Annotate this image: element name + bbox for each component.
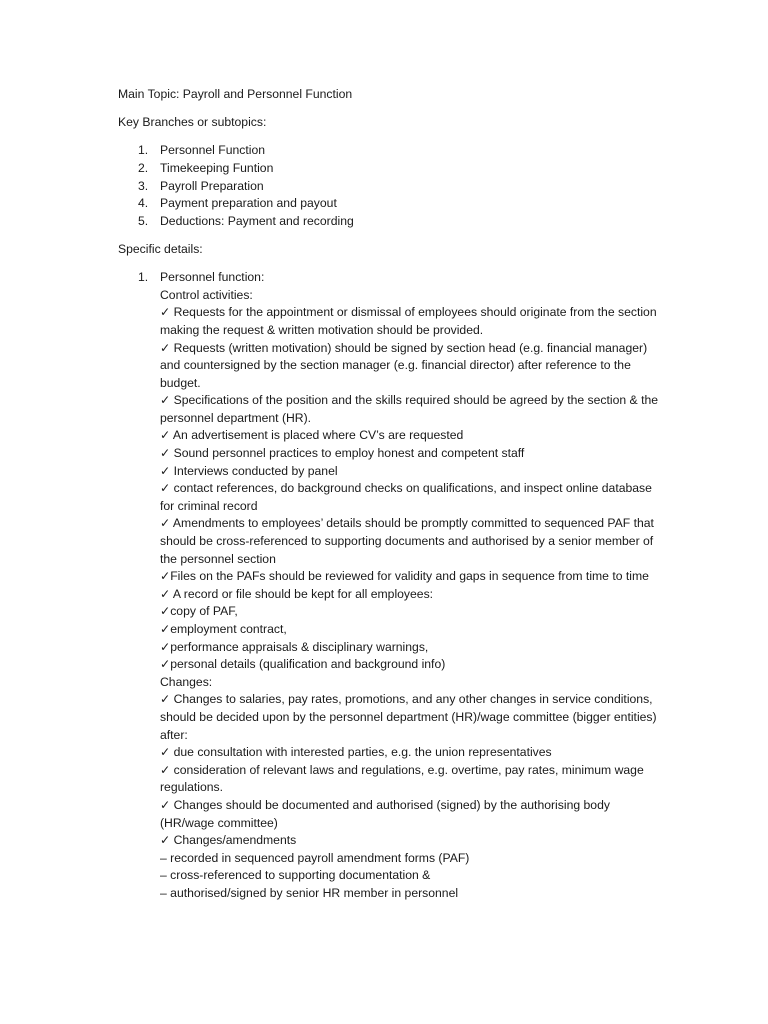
detail-line: – recorded in sequenced payroll amendment forms (PAF) (160, 850, 470, 865)
detail-line: ✓ A record or file should be kept for all employees: (160, 586, 434, 601)
subtopic-number: 4. (138, 196, 149, 211)
detail-line: ✓employment contract, (160, 622, 287, 636)
detail-number: 1. (138, 270, 149, 285)
detail-line: ✓ due consultation with interested parties, e.g. the union representatives (160, 745, 552, 760)
detail-line: ✓ contact references, do background checks on qualifications, and inspect online database for criminal record (160, 481, 652, 513)
subtopic-text: Timekeeping Funtion (160, 160, 274, 175)
detail-line: Personnel function: (160, 270, 265, 285)
subtopic-text: Payment preparation and payout (160, 196, 337, 211)
detail-line: ✓ Changes to salaries, pay rates, promotions, and any other changes in service conditions, should be decided upon by the personnel department (HR)/wage committee (bigger entities) after: (160, 692, 657, 742)
main-topic: Main Topic: Payroll and Personnel Function (118, 87, 353, 101)
subtopic-text: Personnel Function (160, 143, 266, 158)
detail-line: – cross-referenced to supporting documentation & (160, 868, 431, 883)
detail-line: ✓ Requests (written motivation) should be signed by section head (e.g. financial manager) and countersigned by the section manager (e.g. financial director) after reference to the budget. (160, 340, 648, 390)
detail-line: ✓personal details (qualification and background info) (160, 657, 446, 672)
detail-line: ✓copy of PAF, (160, 604, 238, 619)
detail-line: Changes: (160, 674, 213, 689)
detail-line: ✓Files on the PAFs should be reviewed for validity and gaps in sequence from time to time (160, 569, 649, 584)
detail-line: ✓ Changes/amendments (160, 833, 297, 848)
detail-line: ✓ Sound personnel practices to employ honest and competent staff (160, 446, 525, 461)
subtopics-list (118, 142, 658, 230)
subtopic-number: 5. (138, 213, 149, 228)
detail-line: ✓ Amendments to employees’ details should be promptly committed to sequenced PAF that should be cross-referenced to supporting documents and authorised by a senior member of the personnel section (160, 516, 654, 566)
subtopic-text: Deductions: Payment and recording (160, 213, 354, 228)
detail-line: ✓ An advertisement is placed where CV’s are requested (160, 428, 464, 443)
detail-body (160, 269, 658, 902)
branches-heading: Key Branches or subtopics: (118, 115, 267, 130)
detail-line: ✓ Changes should be documented and authorised (signed) by the authorising body (HR/wage committee) (160, 797, 610, 830)
detail-line: ✓ Requests for the appointment or dismissal of employees should originate from the section making the request & written motivation should be provided. (160, 305, 657, 337)
document-page (118, 86, 658, 903)
subtopic-item (118, 213, 658, 231)
subtopic-text: Payroll Preparation (160, 178, 264, 193)
subtopic-number: 3. (138, 178, 149, 193)
subtopic-item (118, 195, 658, 213)
detail-line: ✓ Specifications of the position and the skills required should be agreed by the section & the personnel department (HR). (160, 393, 659, 425)
detail-line: Control activities: (160, 287, 253, 302)
subtopic-number: 1. (138, 143, 149, 158)
subtopic-item (118, 160, 658, 178)
subtopic-item (118, 178, 658, 196)
detail-line: ✓ Interviews conducted by panel (160, 463, 338, 478)
detail-line: ✓ consideration of relevant laws and regulations, e.g. overtime, pay rates, minimum wage regulations. (160, 762, 644, 795)
specific-heading: Specific details: (118, 241, 203, 256)
details-list (118, 269, 658, 902)
detail-line: – authorised/signed by senior HR member in personnel (160, 885, 459, 900)
subtopic-item (118, 142, 658, 160)
detail-item (118, 269, 658, 902)
detail-line: ✓performance appraisals & disciplinary warnings, (160, 639, 429, 654)
subtopic-number: 2. (138, 160, 149, 175)
